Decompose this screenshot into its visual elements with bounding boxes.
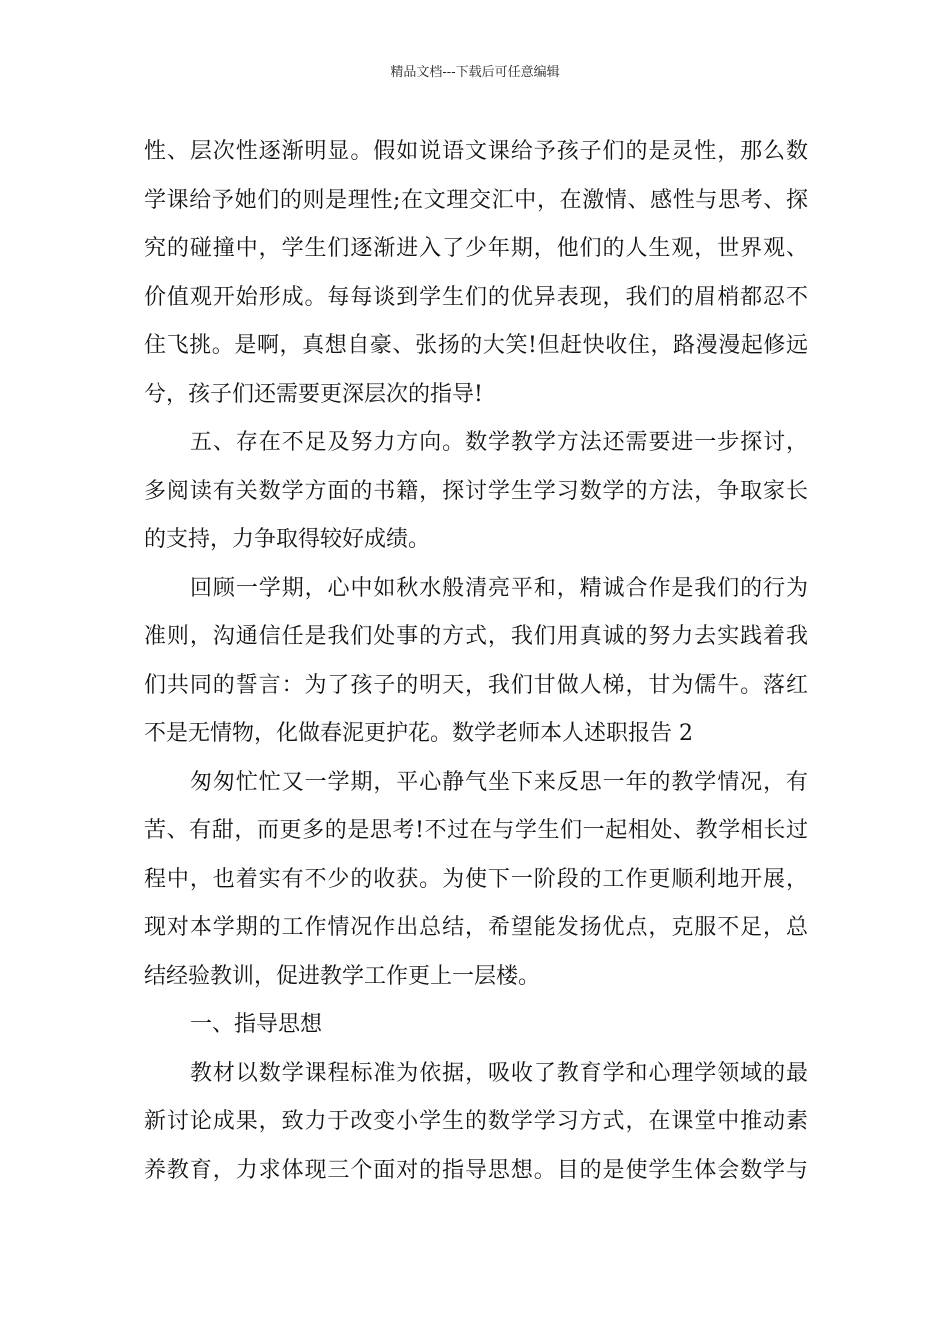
- paragraph: [144, 1050, 808, 1196]
- text-line: 住飞挑。是啊，真想自豪、张扬的大笑!但赶快收住，路漫漫起修远: [144, 333, 808, 358]
- text-line: 程中，也着实有不少的收获。为使下一阶段的工作更顺利地开展，: [144, 866, 808, 892]
- text-line: 匆匆忙忙又一学期，平心静气坐下来反思一年的教学情况，有: [190, 769, 808, 795]
- text-line: 回顾一学期，心中如秋水般清亮平和，精诚合作是我们的行为: [190, 575, 808, 601]
- text-line: 不是无情物，化做春泥更护花。数学老师本人述职报告 2: [144, 721, 693, 746]
- paragraph: [144, 759, 808, 1002]
- page-header: 精品文档---下载后可任意编辑: [390, 65, 560, 80]
- paragraph: [144, 565, 808, 759]
- text-line: 教材以数学课程标准为依据，吸收了教育学和心理学领域的最: [190, 1060, 808, 1086]
- text-line: 结经验教训，促进教学工作更上一层楼。: [144, 963, 541, 989]
- text-line: 学课给予她们的则是理性;在文理交汇中，在激情、感性与思考、探: [144, 187, 808, 213]
- paragraph: [144, 128, 808, 419]
- paragraph: [144, 419, 808, 565]
- text-line: 现对本学期的工作情况作出总结，希望能发扬优点，克服不足，总: [144, 915, 808, 940]
- text-line: 的支持，力争取得较好成绩。: [144, 527, 431, 552]
- text-line: 们共同的誓言：为了孩子的明天，我们甘做人梯，甘为儒牛。落红: [144, 672, 808, 698]
- text-line: 苦、有甜，而更多的是思考!不过在与学生们一起相处、教学相长过: [144, 818, 808, 843]
- section-heading: [144, 1001, 808, 1050]
- text-line: 新讨论成果，致力于改变小学生的数学学习方式，在课堂中推动素: [144, 1109, 808, 1134]
- text-line: 究的碰撞中，学生们逐渐进入了少年期，他们的人生观，世界观、: [144, 236, 808, 261]
- text-line: 性、层次性逐渐明显。假如说语文课给予孩子们的是灵性，那么数: [144, 139, 808, 164]
- text-line: 准则，沟通信任是我们处事的方式，我们用真诚的努力去实践着我: [144, 624, 808, 649]
- text-line: 价值观开始形成。每每谈到学生们的优异表现，我们的眉梢都忍不: [144, 284, 808, 310]
- text-line: 一、指导思想: [190, 1012, 323, 1037]
- text-line: 养教育，力求体现三个面对的指导思想。目的是使学生体会数学与: [144, 1157, 808, 1183]
- text-line: 兮，孩子们还需要更深层次的指导!: [144, 381, 483, 407]
- text-line: 多阅读有关数学方面的书籍，探讨学生学习数学的方法，争取家长: [144, 478, 808, 504]
- text-line: 五、存在不足及努力方向。数学教学方法还需要进一步探讨，: [190, 430, 808, 455]
- document-body: [144, 128, 808, 1195]
